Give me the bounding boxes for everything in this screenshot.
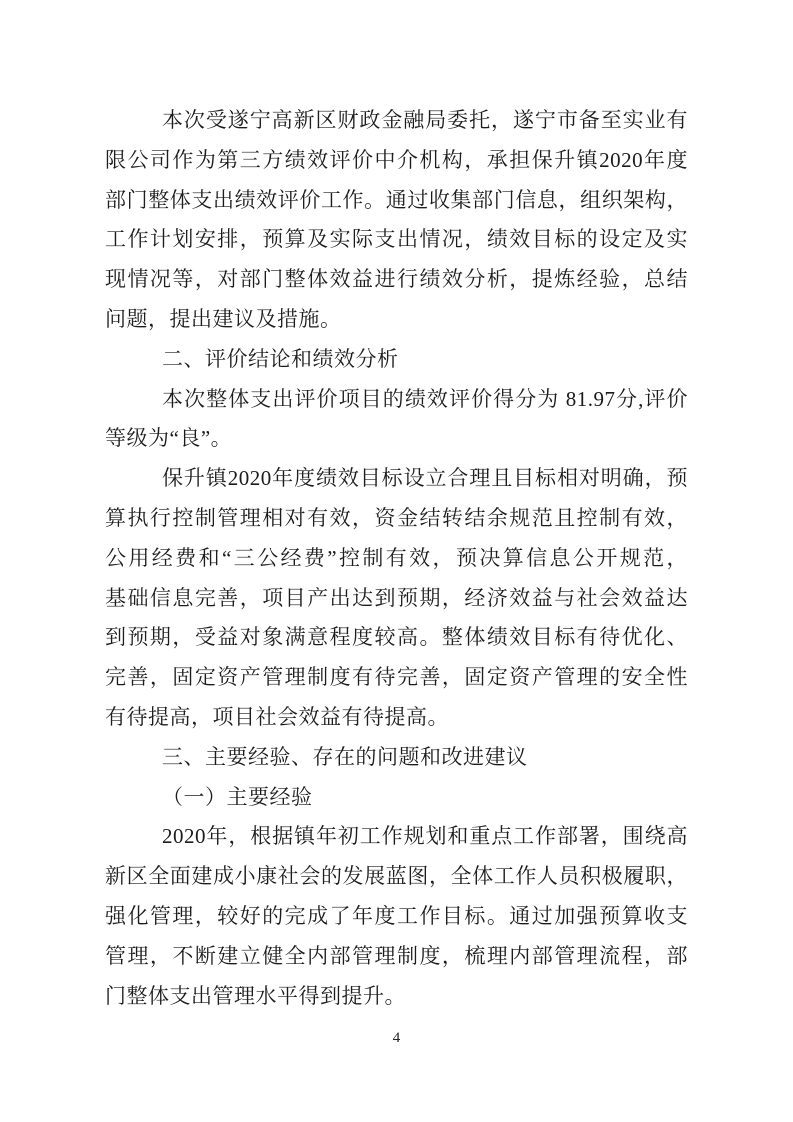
- body-text-line: 问题，提出建议及措施。: [105, 306, 342, 331]
- page-number: 4: [392, 1030, 401, 1046]
- body-text-line: 算执行控制管理相对有效，资金结转结余规范且控制有效，: [105, 505, 688, 530]
- body-text-line: 保升镇2020年度绩效目标设立合理且目标相对明确，预: [162, 466, 688, 491]
- section-heading-line: 三、主要经验、存在的问题和改进建议: [162, 744, 528, 769]
- body-text-line: 限公司作为第三方绩效评价中介机构，承担保升镇2020年度: [105, 147, 688, 172]
- body-text-line: 现情况等，对部门整体效益进行绩效分析，提炼经验，总结: [105, 267, 688, 292]
- body-text-line: 等级为“良”。: [105, 426, 233, 451]
- body-text-line: 本次受遂宁高新区财政金融局委托，遂宁市备至实业有: [162, 108, 688, 132]
- report-text-block: [105, 101, 688, 1016]
- body-text-line: 门整体支出管理水平得到提升。: [105, 983, 406, 1008]
- section-heading-line: 二、评价结论和绩效分析: [162, 346, 399, 371]
- subsection-heading-line: （一）主要经验: [162, 784, 313, 809]
- body-text-line: 管理，不断建立健全内部管理制度，梳理内部管理流程，部: [105, 943, 688, 968]
- body-text-line: 有待提高，项目社会效益有待提高。: [105, 704, 449, 729]
- body-text-line: 强化管理，较好的完成了年度工作目标。通过加强预算收支: [105, 903, 688, 928]
- body-text-line: 完善，固定资产管理制度有待完善，固定资产管理的安全性: [105, 665, 688, 690]
- body-text-line: 部门整体支出绩效评价工作。通过收集部门信息，组织架构，: [105, 187, 688, 212]
- body-text-line: 工作计划安排，预算及实际支出情况，绩效目标的设定及实: [105, 227, 688, 252]
- body-text-line: 2020年，根据镇年初工作规划和重点工作部署，围绕高: [162, 824, 688, 849]
- body-text-line: 新区全面建成小康社会的发展蓝图，全体工作人员积极履职，: [105, 864, 688, 889]
- body-text-line: 到预期，受益对象满意程度较高。整体绩效目标有待优化、: [105, 625, 688, 650]
- body-text-line: 基础信息完善，项目产出达到预期，经济效益与社会效益达: [105, 585, 688, 610]
- body-text-line: 本次整体支出评价项目的绩效评价得分为 81.97分,评价: [162, 386, 688, 411]
- body-text-line: 公用经费和“三公经费”控制有效，预决算信息公开规范，: [105, 545, 688, 570]
